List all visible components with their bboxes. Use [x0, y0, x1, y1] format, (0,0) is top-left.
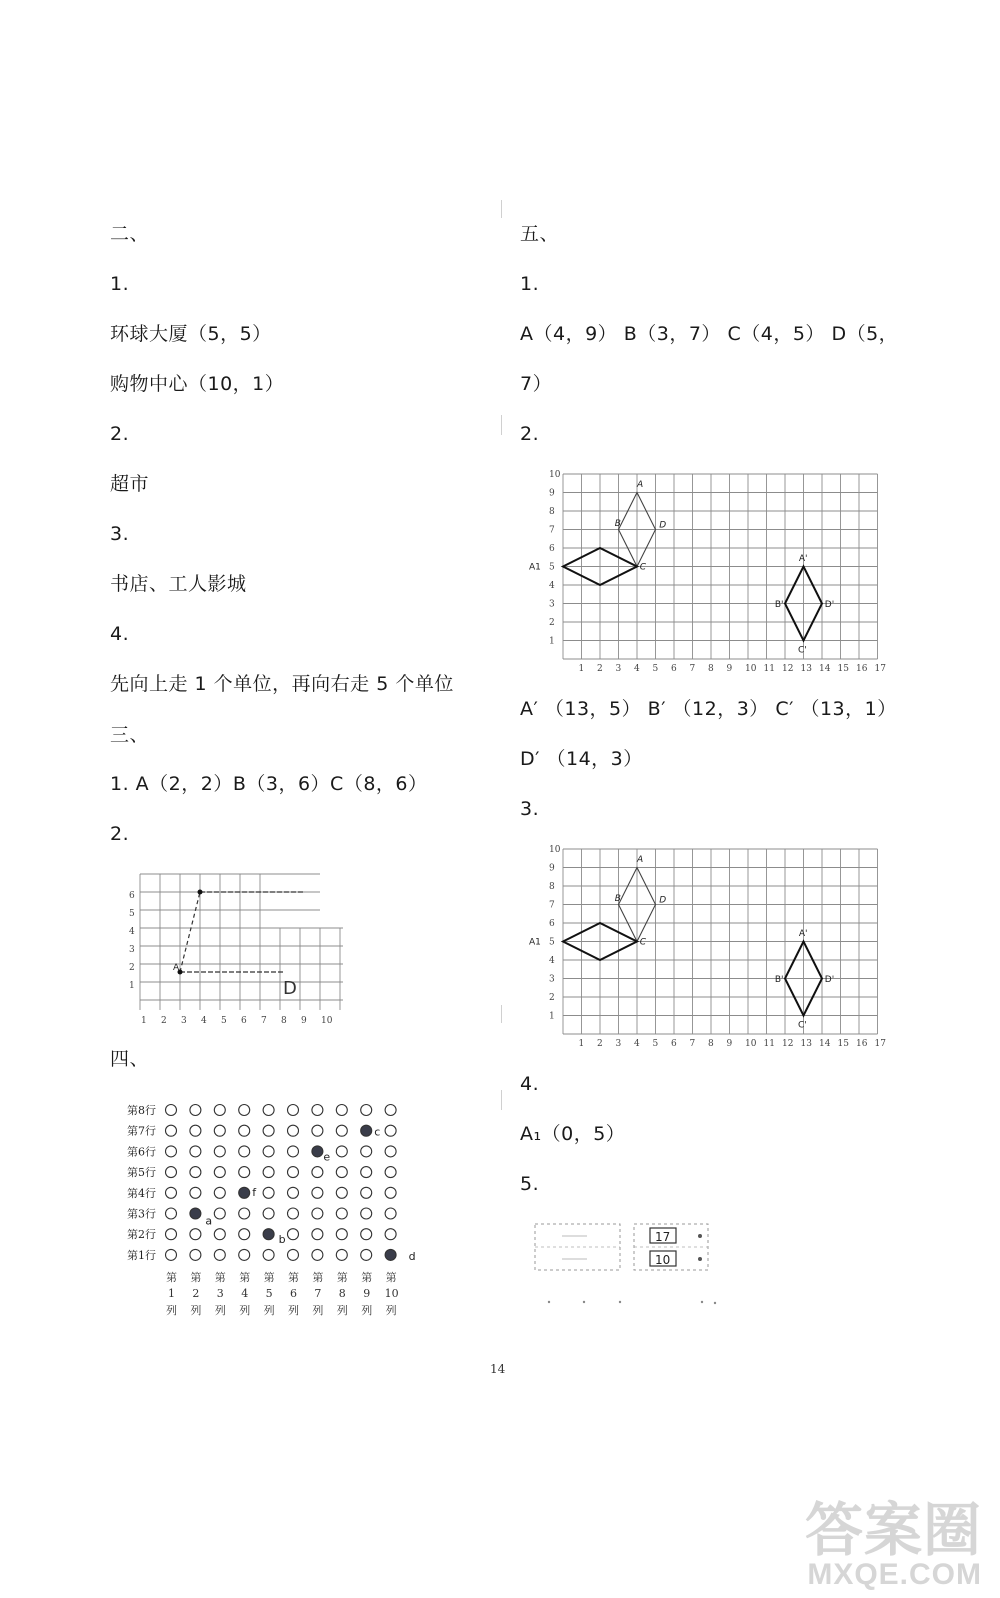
seat-filled: [312, 1146, 323, 1157]
x-tick: 15: [837, 664, 849, 674]
seat-empty: [190, 1146, 201, 1157]
col-label-bottom: 列: [288, 1304, 299, 1317]
seat-mark-label: c: [374, 1125, 381, 1139]
seat-empty: [361, 1167, 372, 1178]
col-label-bottom: 列: [166, 1304, 177, 1317]
seat-empty: [263, 1187, 274, 1198]
rhombus-grid-figure-2: [527, 840, 892, 1050]
col-label-top: 第: [239, 1271, 251, 1284]
col-label-top: 第: [385, 1271, 397, 1284]
col-label-bottom: 列: [336, 1304, 348, 1317]
fig3-y-tick: 1: [129, 981, 135, 991]
vertex-prime-label: A': [798, 553, 808, 564]
seat-empty: [190, 1229, 201, 1240]
section-2-heading: 二、: [110, 223, 150, 245]
seat-empty: [385, 1105, 396, 1116]
x-tick: 15: [837, 1039, 849, 1049]
x-tick: 2: [597, 1039, 603, 1049]
seat-mark-label: b: [278, 1233, 286, 1247]
seat-empty: [166, 1105, 177, 1116]
seat-empty: [288, 1187, 299, 1198]
q3-answer: 书店、工人影城: [110, 573, 247, 595]
seat-empty: [239, 1208, 250, 1219]
seat-empty: [336, 1105, 347, 1116]
y-tick: 4: [549, 956, 555, 966]
seat-empty: [312, 1105, 323, 1116]
seat-empty: [166, 1229, 177, 1240]
q4-answer: 先向上走 1 个单位，再向右走 5 个单位: [110, 673, 454, 695]
fig3-x-tick: 3: [181, 1016, 187, 1026]
seat-empty: [288, 1125, 299, 1136]
seat-filled: [239, 1187, 250, 1198]
row-label: 第3行: [127, 1207, 156, 1221]
q1-number: 1.: [110, 273, 130, 295]
col-label-top: 第: [361, 1271, 373, 1284]
watermark: [804, 1498, 982, 1591]
y-tick: 7: [549, 525, 555, 536]
seat-filled: [263, 1229, 274, 1240]
y-tick: 2: [549, 993, 555, 1003]
a1-label: A1: [529, 562, 541, 573]
y-tick: 6: [549, 919, 555, 929]
fig3-x-tick: 5: [221, 1016, 227, 1026]
seat-empty: [361, 1105, 372, 1116]
y-tick: 3: [549, 974, 555, 985]
q2-number: 2.: [110, 423, 130, 445]
x-tick: 11: [763, 1039, 775, 1049]
seat-empty: [166, 1167, 177, 1178]
x-tick: 2: [597, 664, 603, 674]
seat-empty: [263, 1208, 274, 1219]
seat-empty: [336, 1229, 347, 1240]
seat-mark-label: f: [252, 1185, 257, 1199]
seat-empty: [190, 1105, 201, 1116]
col-label-bottom: 列: [385, 1304, 397, 1317]
rhombus-grid-figure-1: [527, 465, 892, 675]
page-number: 14: [490, 1362, 506, 1376]
x-tick: 3: [615, 664, 622, 674]
seat-empty: [385, 1229, 396, 1240]
seat-empty: [336, 1125, 347, 1136]
y-tick: 1: [549, 636, 555, 647]
q5-value-2: 10: [655, 1253, 671, 1267]
x-tick: 14: [819, 664, 831, 674]
seat-empty: [288, 1167, 299, 1178]
x-tick: 9: [726, 1039, 733, 1049]
s5-q1-answer-b: 7）: [520, 373, 553, 395]
x-tick: 16: [856, 1039, 868, 1049]
seat-empty: [361, 1208, 372, 1219]
x-tick: 1: [578, 1039, 585, 1049]
seat-empty: [166, 1125, 177, 1136]
seat-empty: [166, 1187, 177, 1198]
y-tick: 10: [549, 845, 561, 855]
seat-empty: [190, 1249, 201, 1260]
col-label-num: 3: [216, 1287, 224, 1300]
seat-empty: [336, 1208, 347, 1219]
seat-mark-label: d: [408, 1249, 416, 1263]
q3-number: 3.: [110, 523, 130, 545]
vertex-prime-label: A': [798, 928, 808, 939]
seat-empty: [385, 1167, 396, 1178]
seat-empty: [239, 1249, 250, 1260]
x-tick: 7: [689, 1039, 696, 1049]
vertex-label: C: [639, 562, 647, 573]
section-4-heading: 四、: [110, 1048, 150, 1070]
vertex-label: D: [659, 895, 667, 906]
seat-empty: [361, 1187, 372, 1198]
seat-filled: [385, 1249, 396, 1260]
row-label: 第8行: [127, 1104, 156, 1117]
y-tick: 8: [549, 882, 555, 892]
row-label: 第6行: [127, 1145, 156, 1159]
s5-q2-answer-b: D′ （14，3）: [520, 748, 643, 770]
col-label-bottom: 列: [263, 1304, 275, 1317]
col-label-num: 5: [265, 1287, 273, 1300]
seat-empty: [385, 1125, 396, 1136]
y-tick: 2: [549, 618, 555, 628]
seat-empty: [214, 1187, 225, 1198]
row-label: 第5行: [127, 1166, 156, 1180]
x-tick: 8: [708, 1039, 714, 1049]
seat-empty: [288, 1229, 299, 1240]
x-tick: 5: [652, 1039, 659, 1049]
seat-empty: [312, 1187, 323, 1198]
seat-empty: [214, 1146, 225, 1157]
y-tick: 7: [549, 900, 555, 911]
watermark-line1: 答案圈: [804, 1498, 982, 1563]
x-tick: 6: [671, 664, 677, 674]
x-tick: 5: [652, 664, 659, 674]
fig3-x-tick: 6: [241, 1016, 247, 1026]
seat-empty: [288, 1146, 299, 1157]
seat-empty: [312, 1249, 323, 1260]
col-label-top: 第: [190, 1271, 202, 1284]
q5-value-1: 17: [655, 1230, 671, 1244]
x-tick: 4: [634, 1039, 640, 1049]
col-label-top: 第: [263, 1271, 275, 1284]
seat-empty: [239, 1105, 250, 1116]
seat-filled: [190, 1208, 201, 1219]
col-label-top: 第: [214, 1271, 226, 1284]
q4-number: 4.: [110, 623, 130, 645]
col-label-bottom: 列: [361, 1304, 373, 1317]
seat-empty: [312, 1125, 323, 1136]
row-label: 第4行: [127, 1186, 156, 1200]
section-3-heading: 三、: [110, 724, 150, 746]
seat-empty: [288, 1208, 299, 1219]
seat-empty: [239, 1146, 250, 1157]
s5-q4-number: 4.: [520, 1073, 540, 1095]
y-tick: 9: [549, 863, 555, 874]
fig3-x-tick: 2: [161, 1016, 167, 1026]
seat-empty: [214, 1105, 225, 1116]
seat-empty: [336, 1187, 347, 1198]
seat-empty: [288, 1105, 299, 1116]
x-tick: 13: [800, 1039, 812, 1049]
x-tick: 4: [634, 664, 640, 674]
x-tick: 12: [782, 664, 794, 674]
col-label-num: 10: [384, 1287, 399, 1300]
col-label-top: 第: [336, 1271, 348, 1284]
watermark-line2: MXQE.COM: [807, 1558, 982, 1591]
seat-mark-label: e: [323, 1150, 331, 1164]
s5-q5-number: 5.: [520, 1173, 540, 1195]
seat-empty: [312, 1229, 323, 1240]
path-grid-lines: [140, 874, 343, 1010]
fig3-x-tick: 4: [201, 1016, 207, 1026]
seat-empty: [190, 1125, 201, 1136]
y-tick: 5: [549, 562, 555, 573]
grid-lines: [563, 474, 878, 659]
s3-q2-number: 2.: [110, 823, 130, 845]
col-label-num: 9: [363, 1287, 371, 1300]
x-tick: 16: [856, 664, 868, 674]
seat-empty: [385, 1146, 396, 1157]
seat-empty: [361, 1229, 372, 1240]
q1-answer-b: 购物中心（10，1）: [110, 373, 285, 395]
row-label: 第1行: [127, 1248, 156, 1262]
y-tick: 10: [549, 470, 561, 480]
col-label-num: 1: [168, 1287, 175, 1300]
point-b: [198, 890, 203, 895]
seat-empty: [214, 1229, 225, 1240]
vertex-prime-label: D': [824, 600, 835, 611]
x-tick: 8: [708, 664, 714, 674]
col-label-num: 7: [314, 1287, 322, 1300]
s3-q1-answer: 1. A（2，2）B（3，6）C（8，6）: [110, 773, 428, 795]
y-tick: 5: [549, 937, 555, 948]
x-tick: 3: [615, 1039, 622, 1049]
x-tick: 17: [874, 1039, 886, 1049]
col-label-num: 8: [338, 1287, 346, 1300]
y-tick: 4: [549, 581, 555, 591]
path-grid-figure: [125, 860, 355, 1030]
col-label-num: 4: [241, 1287, 249, 1300]
seat-empty: [166, 1208, 177, 1219]
x-tick: 10: [745, 664, 757, 674]
x-tick: 10: [745, 1039, 757, 1049]
x-tick: 11: [763, 664, 775, 674]
x-tick: 12: [782, 1039, 794, 1049]
vertex-label: D: [659, 520, 667, 531]
seat-empty: [336, 1146, 347, 1157]
vertex-label: A: [637, 479, 644, 490]
x-tick: 9: [726, 664, 733, 674]
seat-mark-label: a: [205, 1214, 213, 1228]
col-label-bottom: 列: [214, 1304, 226, 1317]
seat-empty: [312, 1208, 323, 1219]
row-label: 第7行: [127, 1124, 156, 1138]
vertex-label: A: [637, 854, 644, 865]
x-tick: 13: [800, 664, 812, 674]
s5-q1-answer-a: A（4，9） B（3，7） C（4，5） D（5，: [520, 323, 899, 345]
s5-q2-number: 2.: [520, 423, 540, 445]
col-label-bottom: 列: [239, 1304, 251, 1317]
seat-filled: [361, 1125, 372, 1136]
col-label-num: 6: [290, 1287, 297, 1300]
seat-empty: [336, 1167, 347, 1178]
q1-answer-a: 环球大厦（5，5）: [110, 323, 272, 345]
vertex-prime-label: B': [774, 975, 784, 986]
seat-empty: [312, 1167, 323, 1178]
seat-chart: [125, 1098, 435, 1323]
s5-q3-number: 3.: [520, 798, 540, 820]
seat-empty: [263, 1105, 274, 1116]
seat-empty: [214, 1249, 225, 1260]
s5-q4-answer: A₁（0，5）: [520, 1123, 626, 1145]
x-tick: 17: [874, 664, 886, 674]
seat-empty: [263, 1249, 274, 1260]
a1-label: A1: [529, 937, 541, 948]
fig3-y-tick: 5: [129, 909, 135, 919]
s5-q1-number: 1.: [520, 273, 540, 295]
vertex-prime-label: D': [824, 975, 835, 986]
seat-empty: [214, 1125, 225, 1136]
x-tick: 7: [689, 664, 696, 674]
seat-empty: [166, 1249, 177, 1260]
x-tick: 1: [578, 664, 585, 674]
vertex-prime-label: C': [797, 1020, 807, 1031]
vertex-label: B: [614, 893, 621, 904]
vertex-label: C: [639, 937, 647, 948]
y-tick: 8: [549, 507, 555, 517]
col-label-num: 2: [192, 1287, 200, 1300]
fig3-y-tick: 3: [129, 945, 135, 955]
seat-empty: [239, 1229, 250, 1240]
grid-lines: [563, 849, 878, 1034]
y-tick: 3: [549, 599, 555, 610]
seat-empty: [214, 1208, 225, 1219]
q2-answer: 超市: [110, 473, 150, 495]
vertex-label: B: [614, 518, 621, 529]
seat-empty: [288, 1249, 299, 1260]
col-label-top: 第: [166, 1271, 177, 1284]
y-tick: 9: [549, 488, 555, 499]
seat-empty: [263, 1167, 274, 1178]
x-tick: 6: [671, 1039, 677, 1049]
fig3-x-tick: 8: [281, 1016, 287, 1026]
seat-empty: [214, 1167, 225, 1178]
fig3-x-tick: 9: [301, 1016, 307, 1026]
seat-empty: [336, 1249, 347, 1260]
col-label-top: 第: [288, 1271, 299, 1284]
fig3-x-tick: 7: [261, 1016, 267, 1026]
s5-q2-answer-a: A′ （13，5） B′ （12，3） C′ （13，1）: [520, 698, 897, 720]
seat-empty: [190, 1167, 201, 1178]
vertex-prime-label: B': [774, 600, 784, 611]
q5-figure: [532, 1220, 732, 1320]
seat-empty: [166, 1146, 177, 1157]
fig3-y-tick: 6: [129, 891, 135, 901]
seat-empty: [239, 1167, 250, 1178]
seat-empty: [385, 1187, 396, 1198]
seat-empty: [385, 1208, 396, 1219]
seat-empty: [263, 1146, 274, 1157]
fig3-label-d: D: [283, 978, 297, 999]
col-label-top: 第: [312, 1271, 324, 1284]
seat-empty: [361, 1249, 372, 1260]
row-label: 第2行: [127, 1228, 156, 1242]
x-tick: 14: [819, 1039, 831, 1049]
seat-empty: [361, 1146, 372, 1157]
seat-empty: [239, 1125, 250, 1136]
seat-empty: [263, 1125, 274, 1136]
y-tick: 6: [549, 544, 555, 554]
y-tick: 1: [549, 1011, 555, 1022]
fig3-x-tick: 10: [321, 1016, 333, 1026]
fig3-label-a: A: [173, 963, 180, 973]
col-label-bottom: 列: [190, 1304, 202, 1317]
seat-empty: [190, 1187, 201, 1198]
section-5-heading: 五、: [520, 223, 560, 245]
fig3-x-tick: 1: [141, 1016, 147, 1026]
fig3-y-tick: 2: [129, 963, 135, 973]
vertex-prime-label: C': [797, 645, 807, 656]
col-label-bottom: 列: [312, 1304, 324, 1317]
fig3-y-tick: 4: [129, 927, 135, 937]
